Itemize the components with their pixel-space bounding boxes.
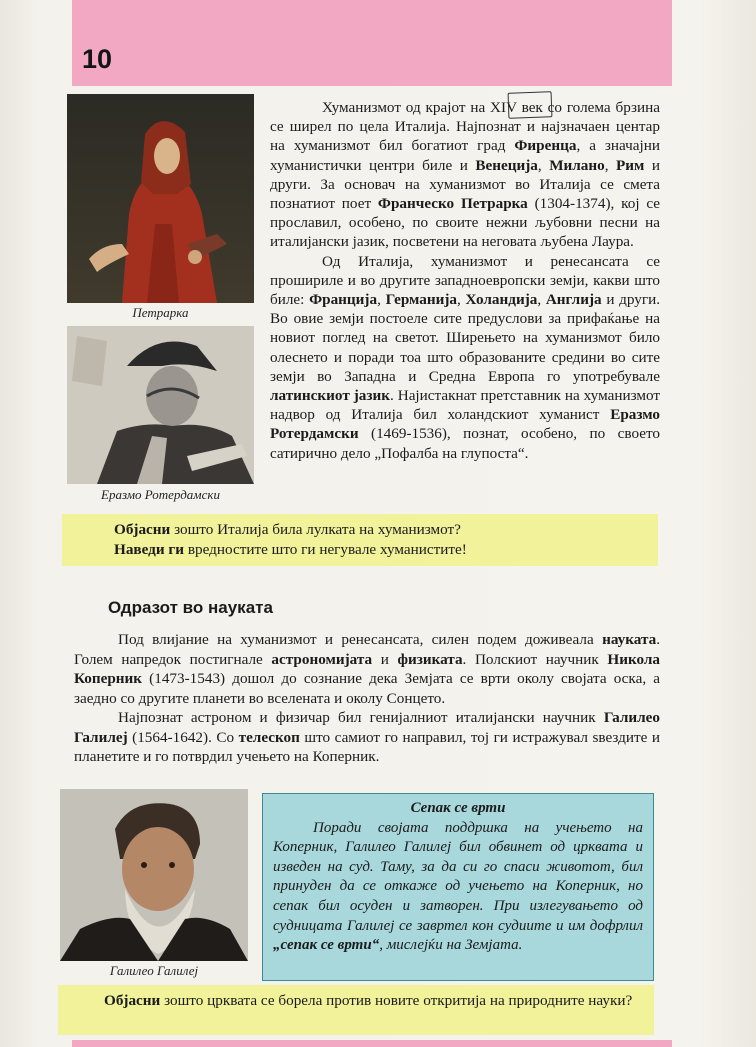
- galileo-portrait: [60, 789, 248, 961]
- humanism-text: [270, 98, 660, 463]
- info-box-text: Поради својата поддршка на учењето на Коперник, Галилео Галилеј бил обвинет од црквата и изведен на суд. Таму, за да си го спаси животот, бил принуден да се откаже од учењето на Коперник, но сепак бил осуден и затворен. При излегувањето од судницата Галилеј се завртел кон судиите и им дофрлил „сепак се врти“, мислејќи на Земјата.: [273, 819, 643, 954]
- science-paragraph-2: Најпознат астроном и физичар бил генијалниот италијански научник Галилео Галилеј (1564-1642). Со телескоп што самиот го направил, тој ги истражувал ѕвездите и планетите и го потврдил учењето на Коперник.: [74, 709, 660, 765]
- header-band: [72, 0, 672, 86]
- science-paragraph-1: Под влијание на хуманизмот и ренесансата, силен подем доживеала науката. Голем напредок постигнале астрономијата и физиката. Полскиот научник Никола Коперник (1473-1543) дошол до сознание дека Земјата се врти околу својата оска, а заедно со другите планети во вселената и околу Сонцето.: [74, 631, 661, 707]
- question-box-1: [62, 514, 658, 566]
- info-box-sepak-se-vrti: [262, 793, 654, 981]
- section-heading: Одразот во науката: [108, 598, 273, 617]
- erazmo-caption: Еразмо Ротердамски: [101, 487, 220, 502]
- bottom-strip: [72, 1040, 672, 1047]
- erazmo-portrait: [67, 326, 254, 484]
- humanism-paragraph-1: Хуманизмот од крајот на XIV век со голема брзина се ширел по цела Италија. Најпознат и најзначаен центар на хуманизмот бил богатиот град Фиренца, а значајни хуманистички центри биле и Венеција, Милано, Рим и други. За основач на хуманизмот во Италија се смета познатиот поет Франческо Петрарка (1304-1374), кој се прославил, особено, по своите нежни љубовни песни на италијански јазик, посветени на неговата љубена Лаура.: [270, 99, 661, 251]
- question-line-1: Објасни зошто Италија била лулката на хуманизмот?: [114, 521, 461, 538]
- pencil-annotation: [508, 91, 553, 119]
- petrarka-caption: Петрарка: [132, 305, 189, 320]
- science-text: [74, 630, 660, 767]
- page-number: 10: [82, 44, 113, 74]
- question-line-3: Објасни зошто црквата се борела против новите откритија на природните науки?: [104, 992, 633, 1009]
- question-box-2: [58, 985, 654, 1035]
- question-line-2: Наведи ги вредностите што ги негувале хуманистите!: [114, 541, 467, 558]
- petrarka-portrait: [67, 94, 254, 303]
- galileo-caption: Галилео Галилеј: [109, 963, 199, 978]
- humanism-paragraph-2: Од Италија, хуманизмот и ренесансата се прошириле и во другите западноевропски земји, какви што биле: Франција, Германија, Холандија, Англија и други. Во овие земји постоеле сите предуслови за прифаќање на новиот поглед на светот. Ширењето на хуманизмот било олеснето и поради тоа што образованите средини во сите земји во Западна и Средна Европа го употребувале латинскиот јазик. Најистакнат претставник на хуманизмот надвор од Италија бил холандскиот хуманист Еразмо Ротердамски (1469-1536), познат, особено, по своето сатирично дело „Пофалба на глупоста“.: [270, 252, 660, 462]
- info-box-title: Сепак се врти: [410, 800, 506, 816]
